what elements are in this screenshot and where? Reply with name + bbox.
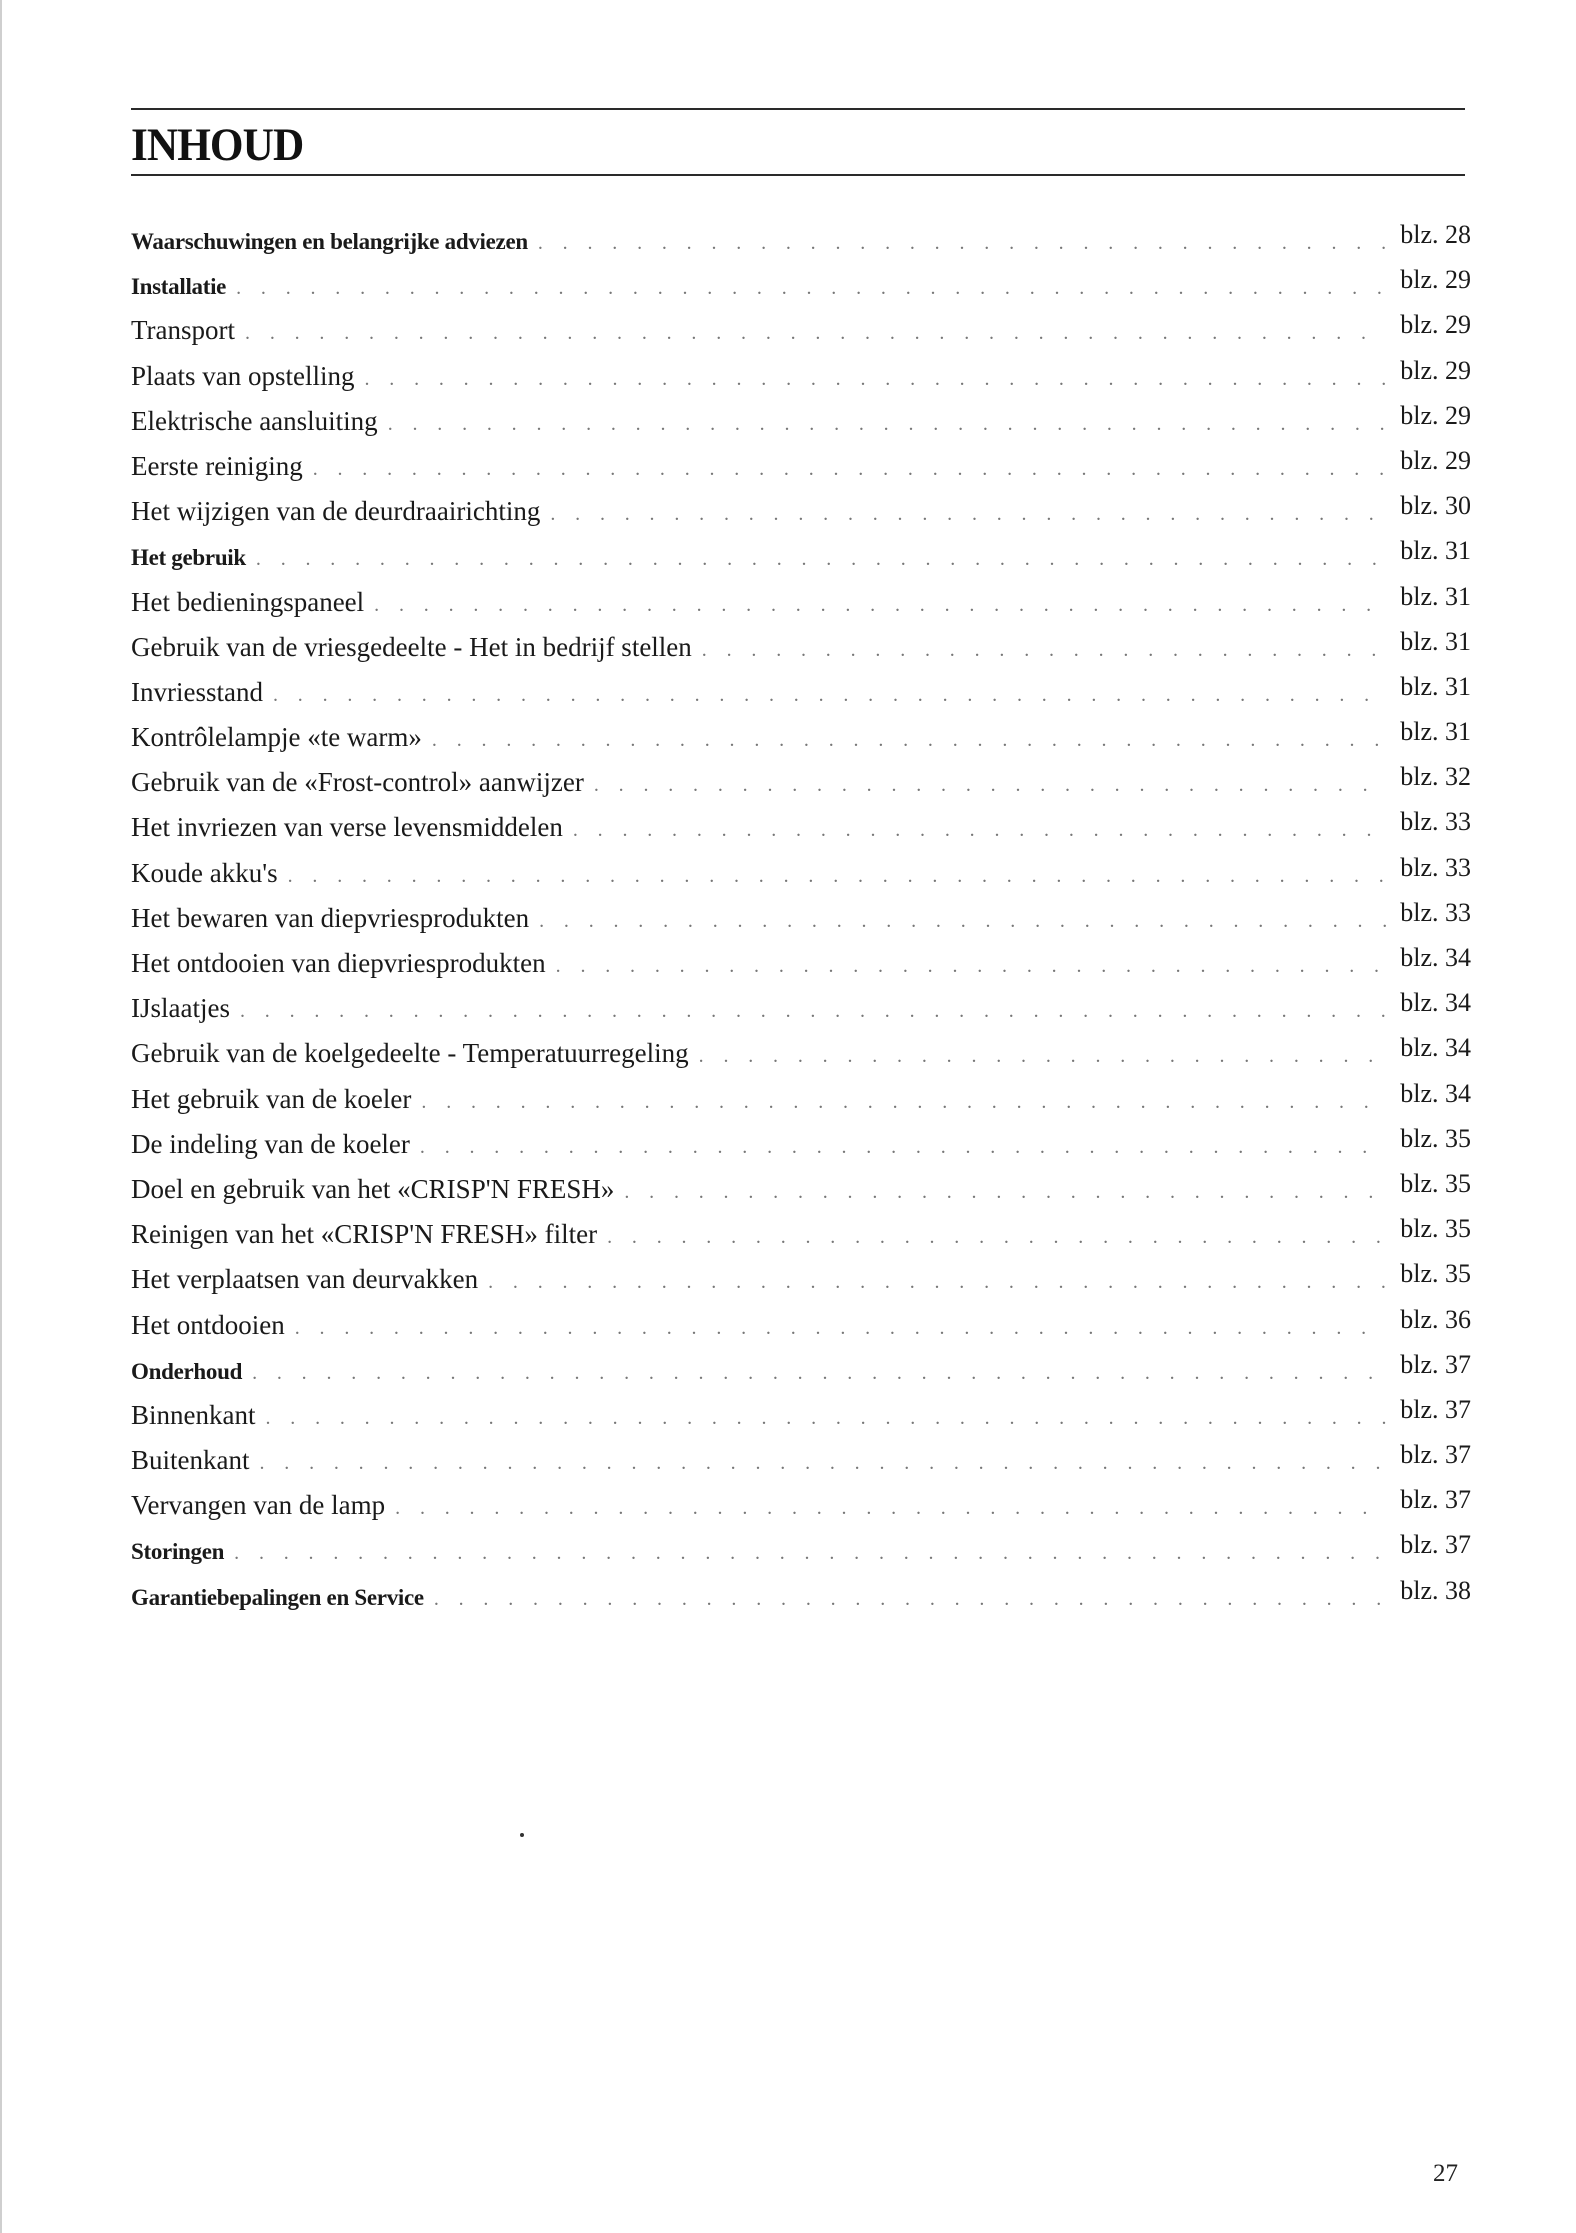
toc-entry: [131, 1438, 1471, 1483]
toc-entry-label: Het ontdooien van diepvriesprodukten: [131, 948, 546, 978]
toc-entry-label: Onderhoud: [131, 1358, 243, 1384]
toc-entry: [131, 805, 1471, 850]
toc-entry-label: Buitenkant: [131, 1445, 250, 1476]
toc-entry: [131, 1212, 1471, 1257]
toc-entry-label: De indeling van de koeler: [131, 1128, 410, 1159]
scan-speck: [520, 1833, 524, 1837]
toc-entry-page: blz. 32: [1400, 762, 1471, 792]
toc-entry-label: Het bewaren van diepvriesprodukten: [131, 902, 530, 933]
toc-entry: [131, 1122, 1471, 1167]
toc-entry: [131, 534, 1471, 579]
toc-entry: [131, 1393, 1471, 1438]
toc-entry: [131, 1077, 1471, 1122]
page-number: 27: [1433, 2160, 1458, 2187]
toc-dot-leader: [538, 221, 1386, 266]
toc-entry-page: blz. 34: [1400, 943, 1471, 972]
toc-entry: [131, 1257, 1471, 1302]
toc-entry: [131, 896, 1471, 941]
toc-entry-label: Eerste reiniging: [131, 450, 303, 481]
toc-entry: [131, 1167, 1471, 1212]
toc-entry-page: blz. 29: [1400, 310, 1471, 340]
toc-entry: [131, 1348, 1471, 1393]
toc-dot-leader: [295, 1306, 1387, 1351]
toc-dot-leader: [432, 718, 1386, 763]
toc-entry: [131, 625, 1471, 670]
toc-dot-leader: [388, 402, 1387, 447]
toc-entry-label: Transport: [131, 315, 236, 346]
toc-entry-page: blz. 28: [1400, 220, 1471, 249]
toc-dot-leader: [245, 311, 1386, 356]
toc-entry-page: blz. 35: [1400, 1123, 1471, 1153]
toc-entry-page: blz. 35: [1400, 1259, 1471, 1289]
toc-dot-leader: [421, 1080, 1386, 1125]
toc-entry-page: blz. 35: [1400, 1168, 1471, 1198]
page-title: INHOUD: [131, 119, 304, 171]
toc-entry-page: blz. 31: [1400, 717, 1471, 747]
toc-dot-leader: [374, 583, 1386, 628]
toc-entry: [131, 670, 1471, 715]
toc-entry-page: blz. 29: [1400, 265, 1471, 295]
toc-entry: [131, 489, 1471, 534]
toc-entry: [131, 986, 1471, 1031]
toc-entry-page: blz. 36: [1400, 1304, 1471, 1334]
toc-entry-page: blz. 31: [1400, 581, 1471, 611]
toc-dot-leader: [364, 357, 1386, 402]
toc-entry: [131, 444, 1471, 489]
toc-dot-leader: [252, 1351, 1386, 1396]
toc-entry: [131, 1303, 1471, 1348]
toc-dot-leader: [256, 537, 1386, 582]
toc-entry-page: blz. 37: [1400, 1485, 1471, 1515]
toc-entry: [131, 218, 1471, 263]
toc-entry-label: Kontrôlelampje «te warm»: [131, 722, 422, 753]
toc-entry-page: blz. 38: [1400, 1575, 1471, 1605]
toc-entry-label: Het bedieningspaneel: [131, 586, 365, 617]
toc-entry: [131, 851, 1471, 896]
toc-dot-leader: [420, 1125, 1386, 1170]
toc-dot-leader: [273, 673, 1386, 718]
toc-entry-label: Het ontdooien: [131, 1309, 285, 1340]
toc-entry: [131, 1031, 1471, 1076]
toc-entry-label: Het gebruik: [131, 545, 246, 571]
toc-entry: [131, 715, 1471, 760]
toc-entry-label: Gebruik van de vriesgedeelte - Het in bedrijf stellen: [131, 631, 692, 662]
toc-dot-leader: [488, 1260, 1386, 1305]
toc-entry: [131, 760, 1471, 805]
toc-entry-label: Gebruik van de koelgedeelte - Temperatuurregeling: [131, 1038, 689, 1069]
toc-entry-label: Het verplaatsen van deurvakken: [131, 1264, 479, 1295]
toc-entry-label: Vervangen van de lamp: [131, 1490, 386, 1521]
toc-dot-leader: [550, 492, 1386, 537]
toc-entry-page: blz. 37: [1400, 1394, 1471, 1424]
toc-entry-page: blz. 33: [1400, 897, 1471, 927]
toc-dot-leader: [434, 1577, 1386, 1622]
toc-entry: [131, 1528, 1471, 1573]
table-of-contents: [131, 218, 1471, 1619]
toc-entry-label: Invriesstand: [131, 676, 263, 707]
toc-entry-page: blz. 30: [1400, 491, 1471, 521]
toc-entry-label: Het wijzigen van de deurdraairichting: [131, 496, 541, 527]
toc-entry-page: blz. 34: [1400, 988, 1471, 1018]
toc-entry-page: blz. 29: [1400, 400, 1471, 430]
toc-dot-leader: [240, 989, 1386, 1034]
toc-entry-label: IJslaatjes: [131, 993, 230, 1024]
toc-entry-label: Reinigen van het «CRISP'N FRESH» filter: [131, 1219, 598, 1250]
toc-entry-label: Doel en gebruik van het «CRISP'N FRESH»: [131, 1173, 615, 1204]
toc-dot-leader: [702, 628, 1386, 673]
toc-dot-leader: [699, 1034, 1387, 1079]
toc-dot-leader: [607, 1215, 1386, 1260]
toc-entry: [131, 1574, 1471, 1619]
toc-entry-page: blz. 37: [1400, 1530, 1471, 1560]
toc-dot-leader: [594, 763, 1386, 808]
toc-dot-leader: [234, 1531, 1386, 1576]
toc-entry-label: Binnenkant: [131, 1399, 256, 1430]
toc-dot-leader: [265, 1396, 1386, 1441]
toc-entry-label: Waarschuwingen en belangrijke adviezen: [131, 229, 528, 254]
toc-dot-leader: [624, 1170, 1386, 1215]
toc-entry-page: blz. 34: [1400, 1078, 1471, 1108]
toc-entry: [131, 1483, 1471, 1528]
toc-dot-leader: [236, 266, 1386, 311]
toc-entry: [131, 263, 1471, 308]
toc-entry: [131, 580, 1471, 625]
toc-entry-page: blz. 29: [1400, 445, 1471, 475]
toc-entry-label: Het gebruik van de koeler: [131, 1083, 412, 1114]
toc-dot-leader: [573, 808, 1386, 853]
toc-dot-leader: [288, 854, 1387, 899]
toc-entry-label: Elektrische aansluiting: [131, 405, 378, 436]
toc-dot-leader: [313, 447, 1387, 492]
toc-entry-label: Het invriezen van verse levensmiddelen: [131, 812, 563, 843]
title-rule-top: [131, 108, 1465, 110]
toc-entry: [131, 941, 1471, 986]
toc-entry-page: blz. 37: [1400, 1440, 1471, 1470]
toc-entry: [131, 354, 1471, 399]
toc-entry-page: blz. 31: [1400, 671, 1471, 701]
toc-entry-page: blz. 33: [1400, 807, 1471, 837]
toc-dot-leader: [539, 899, 1386, 944]
toc-dot-leader: [259, 1441, 1386, 1486]
toc-entry-page: blz. 35: [1400, 1214, 1471, 1244]
title-rule-bottom: [131, 174, 1465, 176]
toc-entry-label: Garantiebepalingen en Service: [131, 1584, 424, 1610]
toc-entry-page: blz. 31: [1400, 536, 1471, 566]
toc-entry-page: blz. 37: [1400, 1349, 1471, 1379]
toc-dot-leader: [556, 944, 1387, 989]
toc-entry-page: blz. 34: [1400, 1033, 1471, 1063]
toc-entry-label: Gebruik van de «Frost-control» aanwijzer: [131, 767, 584, 798]
toc-entry-label: Plaats van opstelling: [131, 360, 355, 391]
toc-entry-page: blz. 29: [1400, 355, 1471, 385]
toc-entry-label: Koude akku's: [131, 857, 278, 888]
toc-entry-label: Installatie: [131, 274, 227, 300]
toc-dot-leader: [395, 1486, 1386, 1531]
toc-entry-page: blz. 33: [1400, 852, 1471, 882]
toc-entry: [131, 308, 1471, 353]
toc-entry-label: Storingen: [131, 1539, 225, 1565]
page-edge: [0, 0, 2, 2233]
toc-entry: [131, 399, 1471, 444]
toc-entry-page: blz. 31: [1400, 626, 1471, 656]
